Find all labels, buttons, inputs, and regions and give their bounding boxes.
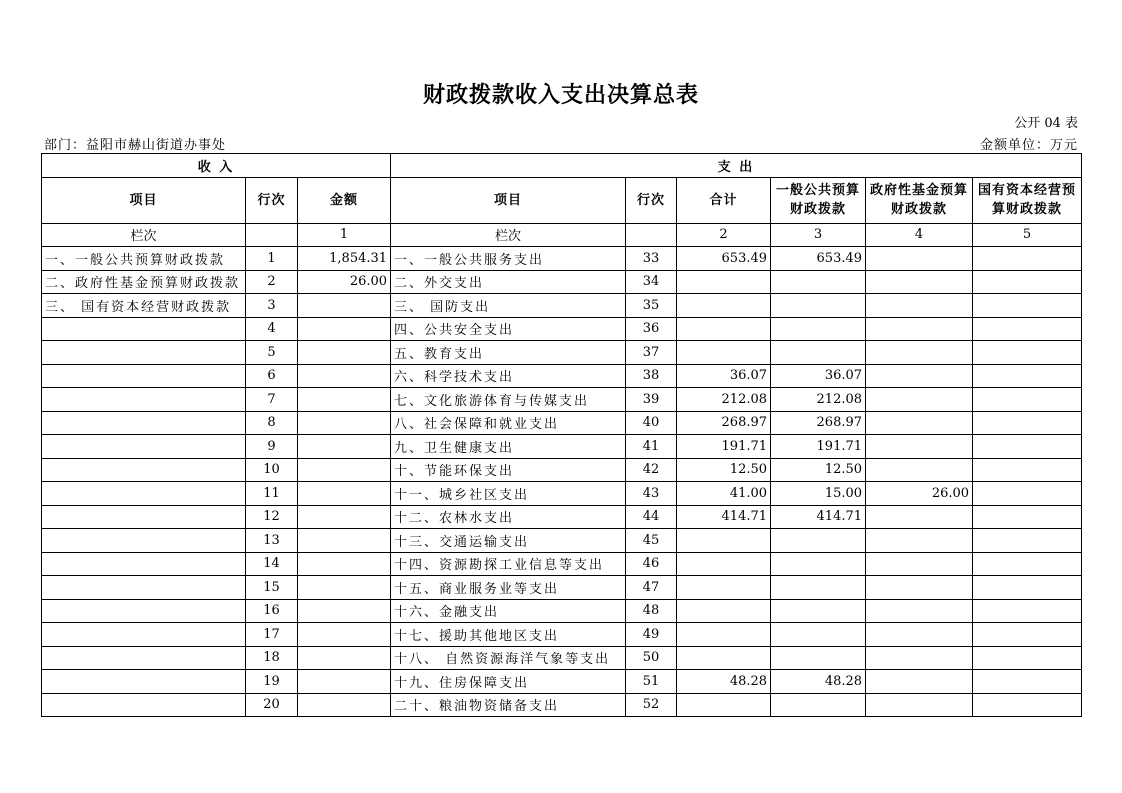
expense-lanci-label: 栏次 (391, 223, 626, 247)
table-row (42, 317, 1082, 341)
general-budget-cell (771, 599, 866, 623)
table-row (42, 388, 1082, 412)
state-lanci: 5 (973, 223, 1082, 247)
table-row (42, 552, 1082, 576)
total-cell: 41.00 (677, 482, 771, 506)
income-amount-cell (298, 576, 391, 600)
general-budget-cell (771, 623, 866, 647)
income-amount-cell (298, 411, 391, 435)
fund-lanci: 4 (866, 223, 973, 247)
state-capital-cell (973, 317, 1082, 341)
gov-fund-cell (866, 317, 973, 341)
income-row-no-cell: 20 (246, 693, 298, 717)
income-item-cell (42, 599, 246, 623)
income-row-no-cell: 16 (246, 599, 298, 623)
general-lanci: 3 (771, 223, 866, 247)
total-cell (677, 341, 771, 365)
income-item-cell (42, 317, 246, 341)
table-row (42, 411, 1082, 435)
income-item-cell (42, 693, 246, 717)
column-index-row (42, 223, 1082, 247)
table-row (42, 435, 1082, 459)
state-capital-cell (973, 505, 1082, 529)
state-capital-cell (973, 435, 1082, 459)
amount-unit-label: 金额单位：万元 (979, 138, 1078, 153)
expense-item-cell: 二十、粮油物资储备支出 (391, 693, 626, 717)
income-row-no-cell: 3 (246, 294, 298, 318)
general-budget-cell: 15.00 (771, 482, 866, 506)
gov-fund-header: 政府性基金预算财政拨款 (866, 177, 973, 223)
expense-row-no-cell: 49 (626, 623, 677, 647)
gov-fund-cell (866, 529, 973, 553)
total-header: 合计 (677, 177, 771, 223)
expense-row-no-cell: 45 (626, 529, 677, 553)
income-item-cell (42, 411, 246, 435)
expense-item-header: 项目 (391, 177, 626, 223)
income-item-cell (42, 646, 246, 670)
expense-row-no-cell: 33 (626, 247, 677, 271)
income-amount-cell (298, 623, 391, 647)
general-budget-cell (771, 552, 866, 576)
expense-item-cell: 二、外交支出 (391, 270, 626, 294)
total-cell (677, 646, 771, 670)
income-row-no-cell: 6 (246, 364, 298, 388)
income-row-no-cell: 17 (246, 623, 298, 647)
income-row-no-header: 行次 (246, 177, 298, 223)
income-section-header: 收 入 (42, 154, 391, 178)
general-budget-cell: 268.97 (771, 411, 866, 435)
expense-item-cell: 八、社会保障和就业支出 (391, 411, 626, 435)
income-amount-cell: 1,854.31 (298, 247, 391, 271)
general-budget-cell: 653.49 (771, 247, 866, 271)
expense-section-header: 支 出 (391, 154, 1082, 178)
income-amount-cell (298, 505, 391, 529)
income-amount-cell (298, 646, 391, 670)
gov-fund-cell (866, 388, 973, 412)
state-capital-cell (973, 599, 1082, 623)
state-capital-cell (973, 552, 1082, 576)
income-row-no-cell: 7 (246, 388, 298, 412)
table-row (42, 576, 1082, 600)
department-label: 部门：益阳市赫山街道办事处 (44, 138, 227, 153)
expense-item-cell: 十六、金融支出 (391, 599, 626, 623)
gov-fund-cell (866, 693, 973, 717)
total-cell: 191.71 (677, 435, 771, 459)
column-header-row (42, 177, 1082, 223)
gov-fund-cell (866, 364, 973, 388)
income-item-cell (42, 482, 246, 506)
expense-row-no-cell: 52 (626, 693, 677, 717)
gov-fund-cell (866, 270, 973, 294)
income-amount-cell (298, 482, 391, 506)
state-capital-cell (973, 646, 1082, 670)
income-item-cell (42, 435, 246, 459)
income-row-no-cell: 9 (246, 435, 298, 459)
gov-fund-cell (866, 646, 973, 670)
general-budget-cell (771, 576, 866, 600)
table-row (42, 693, 1082, 717)
expense-item-cell: 十四、资源勘探工业信息等支出 (391, 552, 626, 576)
gov-fund-cell (866, 623, 973, 647)
expense-item-cell: 十七、援助其他地区支出 (391, 623, 626, 647)
table-row (42, 482, 1082, 506)
expense-row-no-cell: 35 (626, 294, 677, 318)
general-budget-cell (771, 646, 866, 670)
general-budget-cell: 12.50 (771, 458, 866, 482)
state-capital-cell (973, 458, 1082, 482)
income-amount-header: 金额 (298, 177, 391, 223)
income-item-cell (42, 388, 246, 412)
total-cell (677, 693, 771, 717)
total-cell (677, 599, 771, 623)
expense-item-cell: 十一、城乡社区支出 (391, 482, 626, 506)
gov-fund-cell (866, 576, 973, 600)
state-capital-cell (973, 482, 1082, 506)
total-cell: 212.08 (677, 388, 771, 412)
state-capital-cell (973, 411, 1082, 435)
income-amount-cell (298, 341, 391, 365)
income-amount-cell (298, 670, 391, 694)
table-row (42, 364, 1082, 388)
state-capital-cell (973, 576, 1082, 600)
expense-item-cell: 十二、农林水支出 (391, 505, 626, 529)
expense-item-cell: 十五、商业服务业等支出 (391, 576, 626, 600)
income-amount-cell (298, 599, 391, 623)
expense-item-cell: 一、一般公共服务支出 (391, 247, 626, 271)
general-budget-cell: 414.71 (771, 505, 866, 529)
gov-fund-cell (866, 670, 973, 694)
state-capital-cell (973, 623, 1082, 647)
expense-row-no-header: 行次 (626, 177, 677, 223)
income-amount-cell (298, 529, 391, 553)
income-lanci-rowno (246, 223, 298, 247)
expense-row-no-cell: 38 (626, 364, 677, 388)
income-amount-cell (298, 294, 391, 318)
income-item-header: 项目 (42, 177, 246, 223)
expense-lanci-rowno (626, 223, 677, 247)
income-amount-cell (298, 317, 391, 341)
state-capital-cell (973, 341, 1082, 365)
total-cell: 36.07 (677, 364, 771, 388)
income-item-cell (42, 505, 246, 529)
table-row (42, 623, 1082, 647)
income-amount-cell (298, 552, 391, 576)
expense-item-cell: 六、科学技术支出 (391, 364, 626, 388)
expense-row-no-cell: 44 (626, 505, 677, 529)
income-row-no-cell: 12 (246, 505, 298, 529)
gov-fund-cell (866, 341, 973, 365)
income-row-no-cell: 13 (246, 529, 298, 553)
expense-item-cell: 四、公共安全支出 (391, 317, 626, 341)
state-capital-cell (973, 247, 1082, 271)
income-amount-cell (298, 388, 391, 412)
income-lanci-amount: 1 (298, 223, 391, 247)
general-budget-header: 一般公共预算财政拨款 (771, 177, 866, 223)
income-row-no-cell: 4 (246, 317, 298, 341)
general-budget-cell: 191.71 (771, 435, 866, 459)
income-row-no-cell: 2 (246, 270, 298, 294)
expense-item-cell: 七、文化旅游体育与传媒支出 (391, 388, 626, 412)
income-item-cell (42, 458, 246, 482)
income-amount-cell (298, 435, 391, 459)
general-budget-cell (771, 294, 866, 318)
general-budget-cell (771, 529, 866, 553)
table-row (42, 270, 1082, 294)
income-amount-cell (298, 458, 391, 482)
expense-row-no-cell: 46 (626, 552, 677, 576)
total-cell (677, 552, 771, 576)
total-cell (677, 270, 771, 294)
income-item-cell (42, 623, 246, 647)
income-item-cell (42, 670, 246, 694)
income-row-no-cell: 8 (246, 411, 298, 435)
income-item-cell: 三、 国有资本经营财政拨款 (42, 294, 246, 318)
table-row (42, 294, 1082, 318)
table-row (42, 341, 1082, 365)
total-cell: 12.50 (677, 458, 771, 482)
gov-fund-cell (866, 411, 973, 435)
expense-item-cell: 十八、 自然资源海洋气象等支出 (391, 646, 626, 670)
table-row (42, 505, 1082, 529)
gov-fund-cell (866, 458, 973, 482)
page-title: 财政拨款收入支出决算总表 (422, 83, 699, 108)
income-row-no-cell: 1 (246, 247, 298, 271)
income-row-no-cell: 11 (246, 482, 298, 506)
total-cell: 653.49 (677, 247, 771, 271)
budget-table (41, 153, 1082, 717)
income-row-no-cell: 10 (246, 458, 298, 482)
gov-fund-cell (866, 294, 973, 318)
general-budget-cell: 36.07 (771, 364, 866, 388)
general-budget-cell: 212.08 (771, 388, 866, 412)
expense-row-no-cell: 41 (626, 435, 677, 459)
expense-row-no-cell: 51 (626, 670, 677, 694)
state-capital-header: 国有资本经营预算财政拨款 (973, 177, 1082, 223)
expense-item-cell: 十、节能环保支出 (391, 458, 626, 482)
income-item-cell (42, 576, 246, 600)
gov-fund-cell (866, 599, 973, 623)
income-row-no-cell: 19 (246, 670, 298, 694)
income-amount-cell (298, 693, 391, 717)
total-cell (677, 317, 771, 341)
general-budget-cell (771, 341, 866, 365)
income-item-cell (42, 529, 246, 553)
total-cell: 414.71 (677, 505, 771, 529)
expense-item-cell: 五、教育支出 (391, 341, 626, 365)
gov-fund-cell (866, 435, 973, 459)
income-item-cell: 二、政府性基金预算财政拨款 (42, 270, 246, 294)
expense-row-no-cell: 42 (626, 458, 677, 482)
income-lanci-label: 栏次 (42, 223, 246, 247)
expense-item-cell: 九、卫生健康支出 (391, 435, 626, 459)
table-row (42, 670, 1082, 694)
income-row-no-cell: 14 (246, 552, 298, 576)
table-row (42, 247, 1082, 271)
table-row (42, 458, 1082, 482)
expense-row-no-cell: 50 (626, 646, 677, 670)
income-item-cell (42, 364, 246, 388)
income-item-cell (42, 552, 246, 576)
expense-item-cell: 三、 国防支出 (391, 294, 626, 318)
form-number: 公开 04 表 (1014, 116, 1078, 131)
state-capital-cell (973, 364, 1082, 388)
total-cell (677, 529, 771, 553)
total-lanci: 2 (677, 223, 771, 247)
total-cell (677, 576, 771, 600)
general-budget-cell (771, 317, 866, 341)
expense-item-cell: 十三、交通运输支出 (391, 529, 626, 553)
income-amount-cell (298, 364, 391, 388)
general-budget-cell (771, 270, 866, 294)
income-item-cell: 一、一般公共预算财政拨款 (42, 247, 246, 271)
section-header-row (42, 154, 1082, 178)
expense-item-cell: 十九、住房保障支出 (391, 670, 626, 694)
gov-fund-cell (866, 247, 973, 271)
expense-row-no-cell: 37 (626, 341, 677, 365)
gov-fund-cell (866, 552, 973, 576)
expense-row-no-cell: 39 (626, 388, 677, 412)
income-row-no-cell: 18 (246, 646, 298, 670)
table-row (42, 599, 1082, 623)
total-cell: 268.97 (677, 411, 771, 435)
expense-row-no-cell: 36 (626, 317, 677, 341)
total-cell (677, 623, 771, 647)
expense-row-no-cell: 47 (626, 576, 677, 600)
expense-row-no-cell: 48 (626, 599, 677, 623)
state-capital-cell (973, 294, 1082, 318)
income-row-no-cell: 5 (246, 341, 298, 365)
gov-fund-cell: 26.00 (866, 482, 973, 506)
state-capital-cell (973, 693, 1082, 717)
gov-fund-cell (866, 505, 973, 529)
table-row (42, 529, 1082, 553)
total-cell: 48.28 (677, 670, 771, 694)
state-capital-cell (973, 670, 1082, 694)
general-budget-cell (771, 693, 866, 717)
state-capital-cell (973, 529, 1082, 553)
income-item-cell (42, 341, 246, 365)
state-capital-cell (973, 388, 1082, 412)
table-row (42, 646, 1082, 670)
income-amount-cell: 26.00 (298, 270, 391, 294)
income-row-no-cell: 15 (246, 576, 298, 600)
state-capital-cell (973, 270, 1082, 294)
expense-row-no-cell: 34 (626, 270, 677, 294)
expense-row-no-cell: 40 (626, 411, 677, 435)
expense-row-no-cell: 43 (626, 482, 677, 506)
total-cell (677, 294, 771, 318)
general-budget-cell: 48.28 (771, 670, 866, 694)
